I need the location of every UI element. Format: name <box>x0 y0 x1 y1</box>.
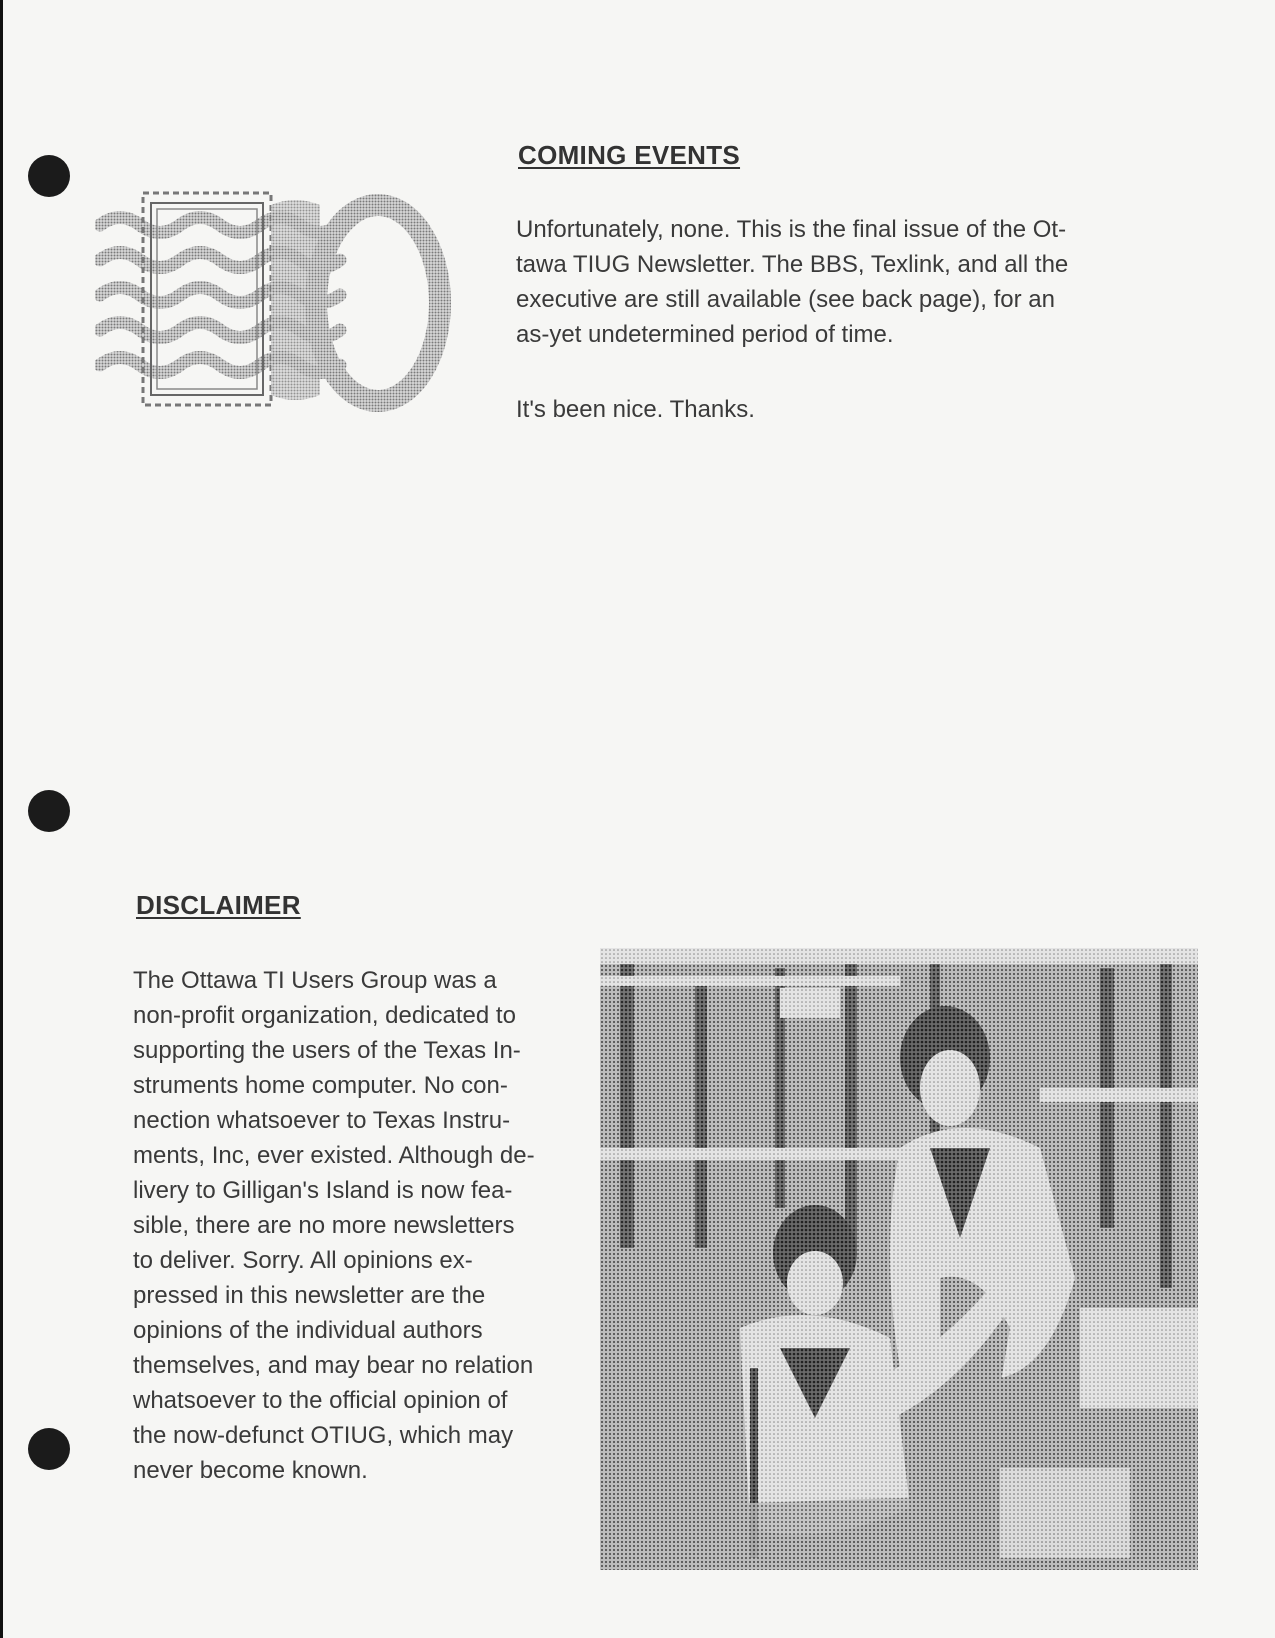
disclaimer-line: never become known. <box>133 1457 368 1484</box>
disclaimer-line: non-profit organization, dedicated to <box>133 1002 516 1029</box>
coming-events-line: tawa TIUG Newsletter. The BBS, Texlink, and all the <box>516 251 1069 278</box>
disclaimer-body <box>133 963 535 1488</box>
binder-hole-middle <box>28 790 70 832</box>
disclaimer-line: to deliver. Sorry. All opinions ex- <box>133 1247 473 1274</box>
disclaimer-line: themselves, and may bear no relation <box>133 1352 534 1379</box>
disclaimer-line: the now-defunct OTIUG, which may <box>133 1422 514 1449</box>
coming-events-closing: It's been nice. Thanks. <box>516 396 755 423</box>
disclaimer-line: pressed in this newsletter are the <box>133 1282 486 1309</box>
disclaimer-line: supporting the users of the Texas In- <box>133 1037 521 1064</box>
disclaimer-line: struments home computer. No con- <box>133 1072 508 1099</box>
binder-hole-top <box>28 155 70 197</box>
binder-hole-bottom <box>28 1428 70 1470</box>
coming-events-heading: COMING EVENTS <box>518 140 741 170</box>
coming-events-line: as-yet undetermined period of time. <box>516 321 894 348</box>
halftone-photo <box>600 948 1198 1570</box>
coming-events-body <box>516 212 1068 352</box>
disclaimer-line: The Ottawa TI Users Group was a <box>133 967 497 994</box>
disclaimer-line: sible, there are no more newsletters <box>133 1212 515 1239</box>
disclaimer-line: whatsoever to the official opinion of <box>133 1387 508 1414</box>
disclaimer-line: livery to Gilligan's Island is now fea- <box>133 1177 513 1204</box>
coming-events-line: executive are still available (see back page), for an <box>516 286 1055 313</box>
disclaimer-heading: DISCLAIMER <box>136 890 301 920</box>
postmark-stamp-icon <box>95 185 460 420</box>
disclaimer-line: nection whatsoever to Texas Instru- <box>133 1107 511 1134</box>
page-edge <box>0 0 3 1638</box>
disclaimer-line: ments, Inc, ever existed. Although de- <box>133 1142 535 1169</box>
disclaimer-line: opinions of the individual authors <box>133 1317 483 1344</box>
coming-events-line: Unfortunately, none. This is the final issue of the Ot- <box>516 216 1067 243</box>
